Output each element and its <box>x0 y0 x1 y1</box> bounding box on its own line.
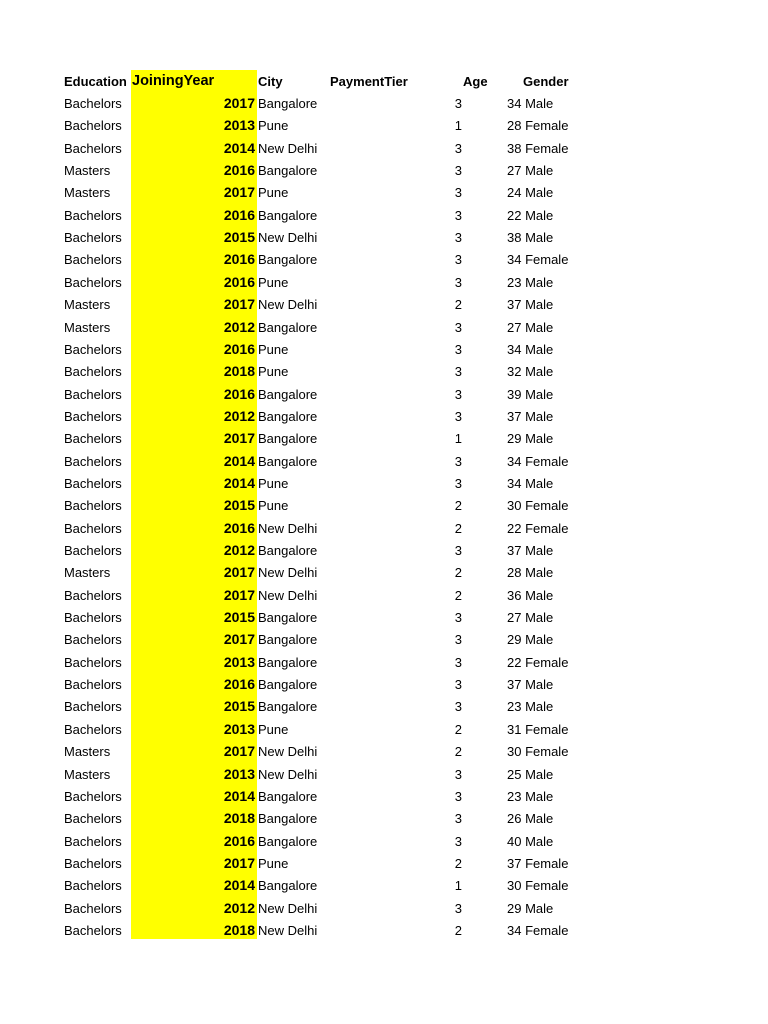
cell-city[interactable]: Bangalore <box>258 811 318 826</box>
cell-joining-year[interactable]: 2017 <box>223 184 255 200</box>
cell-age-gender[interactable]: 29 Male <box>507 632 554 647</box>
cell-education[interactable]: Bachelors <box>64 834 122 849</box>
cell-education[interactable]: Bachelors <box>64 677 122 692</box>
cell-payment-tier[interactable]: 3 <box>454 699 462 714</box>
cell-payment-tier[interactable]: 3 <box>454 230 462 245</box>
cell-education[interactable]: Masters <box>64 767 111 782</box>
cell-education[interactable]: Bachelors <box>64 96 122 111</box>
cell-payment-tier[interactable]: 3 <box>454 342 462 357</box>
cell-payment-tier[interactable]: 3 <box>454 632 462 647</box>
cell-city[interactable]: Bangalore <box>258 208 318 223</box>
cell-age-gender[interactable]: 29 Male <box>507 901 554 916</box>
cell-payment-tier[interactable]: 3 <box>454 901 462 916</box>
cell-age-gender[interactable]: 23 Male <box>507 699 554 714</box>
cell-education[interactable]: Bachelors <box>64 476 122 491</box>
cell-city[interactable]: Bangalore <box>258 655 318 670</box>
cell-education[interactable]: Bachelors <box>64 364 122 379</box>
cell-joining-year[interactable]: 2017 <box>223 587 255 603</box>
cell-joining-year[interactable]: 2012 <box>223 408 255 424</box>
cell-city[interactable]: Bangalore <box>258 320 318 335</box>
cell-city[interactable]: Pune <box>258 364 289 379</box>
cell-education[interactable]: Bachelors <box>64 811 122 826</box>
cell-city[interactable]: New Delhi <box>258 565 318 580</box>
cell-education[interactable]: Bachelors <box>64 431 122 446</box>
cell-city[interactable]: New Delhi <box>258 230 318 245</box>
cell-payment-tier[interactable]: 3 <box>454 185 462 200</box>
cell-education[interactable]: Bachelors <box>64 409 122 424</box>
cell-joining-year[interactable]: 2016 <box>223 520 255 536</box>
cell-age-gender[interactable]: 24 Male <box>507 185 554 200</box>
cell-city[interactable]: Bangalore <box>258 699 318 714</box>
cell-city[interactable]: New Delhi <box>258 744 318 759</box>
cell-payment-tier[interactable]: 3 <box>454 208 462 223</box>
cell-joining-year[interactable]: 2015 <box>223 609 255 625</box>
cell-payment-tier[interactable]: 3 <box>454 767 462 782</box>
cell-joining-year[interactable]: 2012 <box>223 900 255 916</box>
cell-city[interactable]: New Delhi <box>258 923 318 938</box>
cell-education[interactable]: Bachelors <box>64 252 122 267</box>
cell-payment-tier[interactable]: 3 <box>454 834 462 849</box>
cell-joining-year[interactable]: 2017 <box>223 743 255 759</box>
cell-joining-year[interactable]: 2017 <box>223 430 255 446</box>
cell-joining-year[interactable]: 2018 <box>223 810 255 826</box>
cell-joining-year[interactable]: 2013 <box>223 654 255 670</box>
cell-joining-year[interactable]: 2018 <box>223 922 255 938</box>
cell-education[interactable]: Masters <box>64 744 111 759</box>
cell-payment-tier[interactable]: 3 <box>454 96 462 111</box>
cell-payment-tier[interactable]: 3 <box>454 476 462 491</box>
cell-payment-tier[interactable]: 2 <box>454 744 462 759</box>
cell-education[interactable]: Bachelors <box>64 856 122 871</box>
cell-payment-tier[interactable]: 3 <box>454 320 462 335</box>
cell-city[interactable]: Bangalore <box>258 454 318 469</box>
cell-age-gender[interactable]: 34 Male <box>507 96 554 111</box>
cell-city[interactable]: Bangalore <box>258 834 318 849</box>
cell-age-gender[interactable]: 28 Female <box>507 118 569 133</box>
cell-payment-tier[interactable]: 3 <box>454 141 462 156</box>
cell-joining-year[interactable]: 2014 <box>223 140 255 156</box>
cell-payment-tier[interactable]: 2 <box>454 856 462 871</box>
cell-age-gender[interactable]: 23 Male <box>507 275 554 290</box>
cell-education[interactable]: Bachelors <box>64 141 122 156</box>
cell-joining-year[interactable]: 2016 <box>223 341 255 357</box>
cell-education[interactable]: Bachelors <box>64 789 122 804</box>
cell-education[interactable]: Bachelors <box>64 118 122 133</box>
cell-age-gender[interactable]: 31 Female <box>507 722 569 737</box>
cell-age-gender[interactable]: 40 Male <box>507 834 554 849</box>
cell-joining-year[interactable]: 2017 <box>223 631 255 647</box>
cell-joining-year[interactable]: 2016 <box>223 251 255 267</box>
cell-education[interactable]: Bachelors <box>64 699 122 714</box>
cell-joining-year[interactable]: 2012 <box>223 542 255 558</box>
cell-education[interactable]: Bachelors <box>64 722 122 737</box>
cell-age-gender[interactable]: 34 Male <box>507 342 554 357</box>
cell-joining-year[interactable]: 2013 <box>223 766 255 782</box>
cell-education[interactable]: Bachelors <box>64 454 122 469</box>
cell-payment-tier[interactable]: 2 <box>454 498 462 513</box>
cell-education[interactable]: Bachelors <box>64 655 122 670</box>
cell-city[interactable]: New Delhi <box>258 767 318 782</box>
cell-age-gender[interactable]: 32 Male <box>507 364 554 379</box>
header-education[interactable]: Education <box>64 74 127 89</box>
cell-payment-tier[interactable]: 3 <box>454 163 462 178</box>
cell-joining-year[interactable]: 2015 <box>223 698 255 714</box>
cell-age-gender[interactable]: 27 Male <box>507 163 554 178</box>
cell-education[interactable]: Masters <box>64 320 111 335</box>
cell-city[interactable]: Pune <box>258 275 289 290</box>
cell-age-gender[interactable]: 25 Male <box>507 767 554 782</box>
cell-joining-year[interactable]: 2017 <box>223 95 255 111</box>
cell-payment-tier[interactable]: 2 <box>454 521 462 536</box>
cell-city[interactable]: Pune <box>258 722 289 737</box>
header-gender[interactable]: Gender <box>523 74 569 89</box>
cell-age-gender[interactable]: 34 Female <box>507 454 569 469</box>
cell-education[interactable]: Masters <box>64 163 111 178</box>
cell-city[interactable]: Bangalore <box>258 431 318 446</box>
cell-age-gender[interactable]: 34 Male <box>507 476 554 491</box>
cell-city[interactable]: Bangalore <box>258 677 318 692</box>
cell-city[interactable]: Bangalore <box>258 878 318 893</box>
cell-joining-year[interactable]: 2013 <box>223 117 255 133</box>
cell-age-gender[interactable]: 34 Female <box>507 923 569 938</box>
cell-age-gender[interactable]: 27 Male <box>507 320 554 335</box>
cell-education[interactable]: Bachelors <box>64 632 122 647</box>
cell-joining-year[interactable]: 2014 <box>223 475 255 491</box>
header-joining-year[interactable]: JoiningYear <box>132 73 215 89</box>
cell-education[interactable]: Bachelors <box>64 521 122 536</box>
cell-joining-year[interactable]: 2017 <box>223 564 255 580</box>
header-payment-tier[interactable]: PaymentTier <box>330 74 408 89</box>
cell-city[interactable]: New Delhi <box>258 141 318 156</box>
cell-city[interactable]: New Delhi <box>258 588 318 603</box>
cell-city[interactable]: Bangalore <box>258 96 318 111</box>
cell-age-gender[interactable]: 37 Male <box>507 543 554 558</box>
cell-joining-year[interactable]: 2017 <box>223 296 255 312</box>
cell-payment-tier[interactable]: 3 <box>454 655 462 670</box>
cell-age-gender[interactable]: 26 Male <box>507 811 554 826</box>
cell-city[interactable]: Pune <box>258 118 289 133</box>
cell-payment-tier[interactable]: 3 <box>454 454 462 469</box>
cell-city[interactable]: Bangalore <box>258 610 318 625</box>
cell-city[interactable]: Pune <box>258 185 289 200</box>
cell-payment-tier[interactable]: 3 <box>454 610 462 625</box>
cell-city[interactable]: New Delhi <box>258 521 318 536</box>
cell-age-gender[interactable]: 38 Female <box>507 141 569 156</box>
cell-age-gender[interactable]: 37 Male <box>507 409 554 424</box>
cell-age-gender[interactable]: 27 Male <box>507 610 554 625</box>
cell-age-gender[interactable]: 30 Female <box>507 498 569 513</box>
cell-age-gender[interactable]: 22 Female <box>507 521 569 536</box>
cell-payment-tier[interactable]: 3 <box>454 409 462 424</box>
cell-city[interactable]: Bangalore <box>258 543 318 558</box>
cell-payment-tier[interactable]: 1 <box>454 431 462 446</box>
cell-payment-tier[interactable]: 3 <box>454 811 462 826</box>
cell-age-gender[interactable]: 36 Male <box>507 588 554 603</box>
cell-age-gender[interactable]: 34 Female <box>507 252 569 267</box>
cell-age-gender[interactable]: 37 Female <box>507 856 569 871</box>
header-city[interactable]: City <box>258 74 283 89</box>
cell-payment-tier[interactable]: 3 <box>454 387 462 402</box>
cell-joining-year[interactable]: 2015 <box>223 497 255 513</box>
cell-age-gender[interactable]: 30 Female <box>507 744 569 759</box>
cell-education[interactable]: Bachelors <box>64 208 122 223</box>
cell-education[interactable]: Masters <box>64 297 111 312</box>
cell-joining-year[interactable]: 2016 <box>223 676 255 692</box>
cell-age-gender[interactable]: 22 Female <box>507 655 569 670</box>
cell-education[interactable]: Bachelors <box>64 387 122 402</box>
cell-joining-year[interactable]: 2017 <box>223 855 255 871</box>
cell-education[interactable]: Bachelors <box>64 342 122 357</box>
cell-payment-tier[interactable]: 3 <box>454 364 462 379</box>
cell-joining-year[interactable]: 2014 <box>223 877 255 893</box>
cell-city[interactable]: Pune <box>258 342 289 357</box>
cell-education[interactable]: Masters <box>64 565 111 580</box>
cell-education[interactable]: Bachelors <box>64 610 122 625</box>
cell-payment-tier[interactable]: 3 <box>454 252 462 267</box>
cell-joining-year[interactable]: 2014 <box>223 788 255 804</box>
cell-city[interactable]: Bangalore <box>258 387 318 402</box>
cell-city[interactable]: Bangalore <box>258 789 318 804</box>
cell-city[interactable]: Pune <box>258 476 289 491</box>
cell-education[interactable]: Bachelors <box>64 230 122 245</box>
cell-age-gender[interactable]: 29 Male <box>507 431 554 446</box>
cell-joining-year[interactable]: 2016 <box>223 162 255 178</box>
cell-city[interactable]: Bangalore <box>258 632 318 647</box>
cell-joining-year[interactable]: 2012 <box>223 319 255 335</box>
cell-joining-year[interactable]: 2013 <box>223 721 255 737</box>
cell-age-gender[interactable]: 30 Female <box>507 878 569 893</box>
header-age[interactable]: Age <box>463 74 488 89</box>
cell-education[interactable]: Masters <box>64 185 111 200</box>
cell-joining-year[interactable]: 2016 <box>223 274 255 290</box>
cell-age-gender[interactable]: 37 Male <box>507 677 554 692</box>
cell-education[interactable]: Bachelors <box>64 901 122 916</box>
cell-payment-tier[interactable]: 2 <box>454 588 462 603</box>
cell-age-gender[interactable]: 23 Male <box>507 789 554 804</box>
cell-age-gender[interactable]: 39 Male <box>507 387 554 402</box>
cell-payment-tier[interactable]: 2 <box>454 722 462 737</box>
cell-payment-tier[interactable]: 3 <box>454 543 462 558</box>
cell-joining-year[interactable]: 2014 <box>223 453 255 469</box>
cell-city[interactable]: Pune <box>258 498 289 513</box>
cell-joining-year[interactable]: 2015 <box>223 229 255 245</box>
cell-age-gender[interactable]: 38 Male <box>507 230 554 245</box>
cell-education[interactable]: Bachelors <box>64 923 122 938</box>
cell-age-gender[interactable]: 22 Male <box>507 208 554 223</box>
cell-joining-year[interactable]: 2018 <box>223 363 255 379</box>
cell-city[interactable]: New Delhi <box>258 901 318 916</box>
cell-city[interactable]: Bangalore <box>258 163 318 178</box>
cell-age-gender[interactable]: 28 Male <box>507 565 554 580</box>
cell-joining-year[interactable]: 2016 <box>223 833 255 849</box>
cell-payment-tier[interactable]: 3 <box>454 677 462 692</box>
cell-education[interactable]: Bachelors <box>64 275 122 290</box>
cell-payment-tier[interactable]: 2 <box>454 297 462 312</box>
cell-city[interactable]: Pune <box>258 856 289 871</box>
cell-education[interactable]: Bachelors <box>64 543 122 558</box>
cell-payment-tier[interactable]: 1 <box>454 118 462 133</box>
cell-payment-tier[interactable]: 3 <box>454 789 462 804</box>
cell-joining-year[interactable]: 2016 <box>223 386 255 402</box>
cell-payment-tier[interactable]: 2 <box>454 565 462 580</box>
cell-payment-tier[interactable]: 1 <box>454 878 462 893</box>
cell-city[interactable]: Bangalore <box>258 409 318 424</box>
cell-education[interactable]: Bachelors <box>64 498 122 513</box>
cell-age-gender[interactable]: 37 Male <box>507 297 554 312</box>
cell-education[interactable]: Bachelors <box>64 878 122 893</box>
cell-city[interactable]: Bangalore <box>258 252 318 267</box>
cell-payment-tier[interactable]: 3 <box>454 275 462 290</box>
cell-education[interactable]: Bachelors <box>64 588 122 603</box>
cell-joining-year[interactable]: 2016 <box>223 207 255 223</box>
cell-city[interactable]: New Delhi <box>258 297 318 312</box>
cell-payment-tier[interactable]: 2 <box>454 923 462 938</box>
